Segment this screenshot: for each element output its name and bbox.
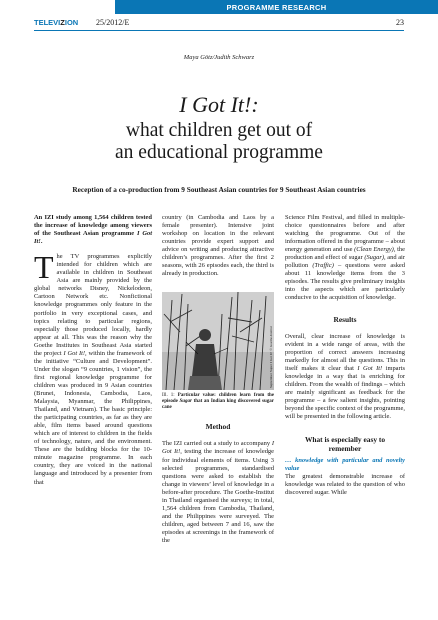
column-2-top-text: country (in Cambodia and Laos by a female presenter). Intensive joint workshop on location in the relevant countries provide expert support and advice on writing and producing attractive children’s programmes. After the first 2 seasons, with 26 episodes each, the third is already in production. xyxy=(162,214,274,278)
column-3 xyxy=(285,214,405,497)
page-number: 23 xyxy=(396,18,404,27)
drop-cap: T xyxy=(34,249,54,286)
issue-number: 25/2012/E xyxy=(96,18,130,27)
lead-paragraph: An IZI study among 1,564 children tested the increase of knowledge among viewers of the Southeast Asian programme I Got It!. xyxy=(34,214,152,246)
results-heading: Results xyxy=(333,314,357,324)
subtitle-line-2: an educational programme xyxy=(115,142,323,163)
header-rule xyxy=(34,30,404,31)
method-heading: Method xyxy=(205,422,231,432)
subtitle-line-1: what children get out of xyxy=(125,120,313,141)
brand-logo: TELEVIZION xyxy=(34,18,79,27)
intro-paragraph: The TV programmes explicitly intended for children which are available in children in Southeast Asia are mainly provided by the global networks Disney, Nickelodeon, Cartoon Network etc. Nonfictional knowledge programmes only feature in the portfolio in very exceptional cases, and topics relating to particular regions, especially those produced locally, hardly appear at all. This was the reason why the Goethe Institutes in Southeast Asia started the project I Got It!, within the framework of the initiative “Culture and Development”. Under the slogan “9 countries, 1 vision”, the first regional knowledge programme for children was produced in 9 Asian countries (Brunei, Indonesia, Cambodia, Laos, Malaysia, Myanmar, the Philippines, Thailand, and Vietnam). The basic principle: the participating countries, as far as they are able, film items based around questions which are of interest to children in the fields of technology, nature, and the environment. These are the building blocks for the 10-minute magazine programme. In each country, they are voiced in the national language and introduced by a presenter from that xyxy=(34,249,152,486)
figure-photo xyxy=(162,292,274,390)
method-paragraph: The IZI carried out a study to accompany I Got It!, testing the increase of knowledge for individual elements of items. Using 3 selected programmes, standardised questions were asked to establish the change in viewers’ level of knowledge in a before-after procedure. The Goethe-Institut in Thailand organised the surveys; in total, 1,564 children from Cambodia, Thailand, and the Philippines were surveyed. The children, aged between 7 and 16, saw the episodes at screenings in the framework of the xyxy=(162,440,275,544)
section-label: PROGRAMME RESEARCH xyxy=(115,0,438,14)
article-title: I Got It!: xyxy=(179,92,259,117)
novelty-subheading: … knowledge with particular and novelty value xyxy=(285,457,405,473)
column-1 xyxy=(34,214,152,487)
results-paragraph: Overall, clear increase of knowledge is evident in a wide range of areas, with the proportion of correct answers increasing markedly for almost all the questions. This in itself makes it clear that I Got It! imparts knowledge in a way that is enriching for children. From the wealth of findings – which are mainly significant as feedback for the programme – a few salient insights, pointing beyond the specific context of the programme, will be presented in the following article. xyxy=(285,332,405,421)
header-band xyxy=(0,0,438,14)
figure-credit: September Super I Got It! © Goethe-Institut xyxy=(269,326,273,389)
column-3-top-text: Science Film Festival, and filled in multiple-choice questionnaires before and after watching the programme. Out of the information offered in the programme – about energy generation and use (Clean Energy), the production and effect of sugar (Sugar), and air pollution (Traffic) – questions were asked about 11 knowledge items from the 3 episodes. The results give preliminary insights into the aspects which are particularly conducive to the acquisition of knowledge. xyxy=(285,214,406,302)
article-deck: Reception of a co-production from 9 Southeast Asian countries for 9 Southeast Asian countries xyxy=(72,185,366,194)
running-header xyxy=(0,16,438,30)
easy-remember-heading: What is especially easy to remember xyxy=(304,435,386,454)
header-band-left xyxy=(0,0,115,14)
article-authors: Maya Götz/Judith Schwarz xyxy=(183,54,255,61)
novelty-paragraph: The greatest demonstrable increase of knowledge was related to the question of who discovered sugar. While xyxy=(285,473,405,497)
sugar-cane-illustration xyxy=(162,292,274,390)
figure-caption: Ill. 1: Particular value: children learn from the episode Sugar that an Indian king discovered sugar cane xyxy=(162,393,274,411)
column-2 xyxy=(162,214,274,545)
article-subtitle xyxy=(0,120,438,164)
